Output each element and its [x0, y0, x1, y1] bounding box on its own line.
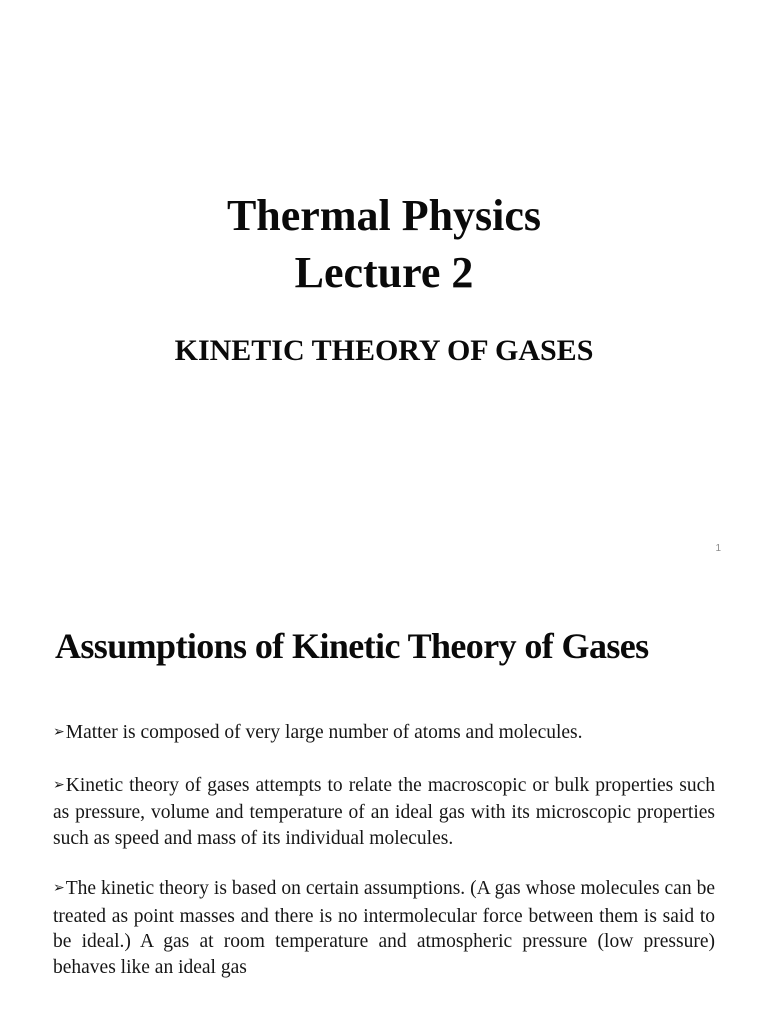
- list-item: [53, 720, 715, 748]
- lecture-title: [0, 187, 768, 301]
- title-line-course: Thermal Physics: [226, 191, 542, 240]
- bullet-text: The kinetic theory is based on certain assumptions. (A gas whose molecules can be treated as point masses and there is no intermolecular force between them is said to be ideal.) A gas at room temperature and atmospheric pressure (low pressure) behaves like an ideal gas: [53, 878, 715, 978]
- bullet-text: Kinetic theory of gases attempts to relate the macroscopic or bulk properties such as pressure, volume and temperature of an ideal gas with its microscopic properties such as speed and mass of its individual molecules.: [53, 774, 715, 849]
- arrowhead-bullet-icon: ➢: [53, 776, 65, 793]
- list-item: [53, 876, 715, 980]
- title-line-lecture: Lecture 2: [294, 248, 474, 297]
- arrowhead-bullet-icon: ➢: [53, 880, 65, 896]
- assumption-list: [53, 720, 715, 1005]
- slide-number: 1: [715, 543, 721, 554]
- assumptions-slide: [0, 580, 768, 1024]
- lecture-subtitle: KINETIC THEORY OF GASES: [174, 334, 594, 367]
- arrowhead-bullet-icon: ➢: [53, 724, 65, 740]
- bullet-text: Matter is composed of very large number of atoms and molecules.: [65, 722, 583, 743]
- list-item: [53, 773, 715, 852]
- section-heading: Assumptions of Kinetic Theory of Gases: [55, 626, 649, 666]
